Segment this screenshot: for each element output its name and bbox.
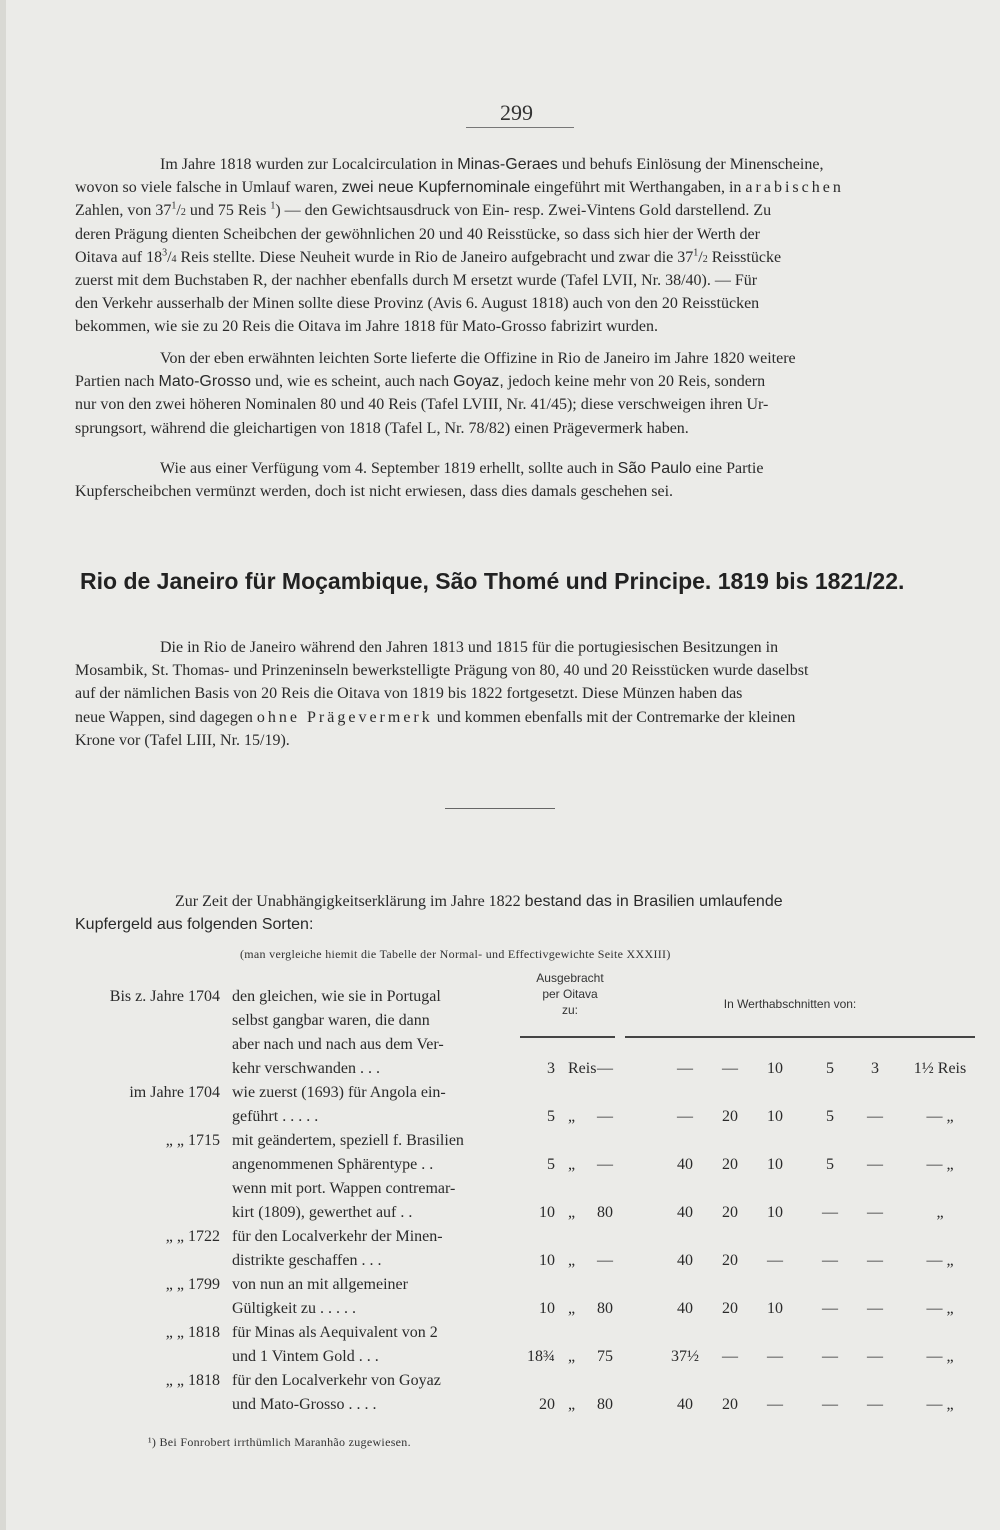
row-description: aber nach und nach aus dem Ver- <box>232 1036 444 1053</box>
text-line: neue Wappen, sind dagegen ohne Prägevermerk und kommen ebenfalls mit der Contremarke der kleinen <box>75 708 796 726</box>
text-line: zuerst mit dem Buchstaben R, der nachher ebenfalls durch M ersetzt wurde (Tafel LVII, Nr. 38/40). — Für <box>75 272 758 290</box>
row-date: „ „ 1818 <box>165 1372 220 1389</box>
row-denomination: — <box>722 1060 738 1077</box>
row-per-oitava: 3 <box>547 1060 555 1077</box>
text-line: Kupfergeld aus folgenden Sorten: <box>75 916 314 934</box>
row-unit: „ <box>568 1300 576 1317</box>
row-denomination: — <box>597 1252 613 1269</box>
row-description: angenommenen Sphärentype . . <box>232 1156 434 1173</box>
row-denomination: 20 <box>722 1204 738 1221</box>
row-denomination: 40 <box>677 1396 693 1413</box>
header-line: per Oitava <box>542 987 598 1001</box>
text-line: Zahlen, von $37^1/2$ und 75 Reis $^1$) — den Gewichtsausdruck von Ein- resp. Zwei-Vintens Gold darstellend. Zu <box>75 201 772 220</box>
row-date: Bis z. Jahre 1704 <box>109 988 220 1005</box>
row-date: „ „ 1799 <box>165 1276 220 1293</box>
header-line: zu: <box>561 1003 578 1017</box>
row-description: selbst gangbar waren, die dann <box>232 1012 430 1029</box>
row-denomination: 10 <box>767 1300 783 1317</box>
text-line: bekommen, wie sie zu 20 Reis die Oitava im Jahre 1818 für Mato-Grosso fabrizirt wurden. <box>75 318 658 336</box>
paragraph-unabhaengigkeit <box>75 890 975 936</box>
paragraph-minas-geraes <box>75 153 975 339</box>
row-denomination: 40 <box>677 1204 693 1221</box>
row-denomination: — <box>597 1108 613 1125</box>
row-description: Gültigkeit zu . . . . . <box>232 1300 356 1317</box>
row-denomination: — <box>722 1348 738 1365</box>
row-denomination: — <box>867 1204 883 1221</box>
row-description: für den Localverkehr von Goyaz <box>232 1372 441 1389</box>
row-description: mit geändertem, speziell f. Brasilien <box>232 1132 464 1149</box>
row-date: „ „ 1722 <box>165 1228 220 1245</box>
row-denomination: „ <box>936 1204 944 1221</box>
row-denomination: 20 <box>722 1396 738 1413</box>
column-header-werthabschnitte: In Werthabschnitten von: <box>723 997 857 1011</box>
text-line: Oitava auf $18^3/4$ Reis stellte. Diese Neuheit wurde in Rio de Janeiro aufgebracht und zwar die $37^1/2$ Reisstücke <box>75 247 782 266</box>
row-denomination: — <box>597 1156 613 1173</box>
footnote: ¹) Bei Fonrobert irrthümlich Maranhão zugewiesen. <box>148 1435 411 1449</box>
row-denomination: 20 <box>722 1108 738 1125</box>
row-denomination: — <box>867 1396 883 1413</box>
page-edge <box>0 0 6 1530</box>
row-denomination: — „ <box>926 1108 954 1125</box>
row-unit: „ <box>568 1348 576 1365</box>
row-date: „ „ 1715 <box>165 1132 220 1149</box>
row-denomination: 10 <box>767 1108 783 1125</box>
row-denomination: — <box>867 1348 883 1365</box>
header-line: Ausgebracht <box>536 971 604 985</box>
row-denomination: — „ <box>926 1348 954 1365</box>
row-denomination: 3 <box>871 1060 879 1077</box>
row-per-oitava: 10 <box>539 1204 555 1221</box>
row-denomination: 80 <box>597 1300 613 1317</box>
row-description: und 1 Vintem Gold . . . <box>232 1348 379 1365</box>
row-denomination: 10 <box>767 1156 783 1173</box>
row-description: von nun an mit allgemeiner <box>232 1276 408 1293</box>
row-denomination: — <box>867 1252 883 1269</box>
text-line: Wie aus einer Verfügung vom 4. September 1819 erhellt, sollte auch in São Paulo eine Partie <box>160 460 764 477</box>
page-number-rule <box>466 127 574 128</box>
text-line: Kupferscheibchen vermünzt werden, doch ist nicht erwiesen, dass dies damals geschehen sei. <box>75 483 674 501</box>
row-unit: „ <box>568 1252 576 1269</box>
row-unit: „ <box>568 1156 576 1173</box>
text-line: deren Prägung dienten Scheibchen der gewöhnlichen 20 und 40 Reisstücke, so dass sich hier der Werth der <box>75 225 760 243</box>
text-line: Die in Rio de Janeiro während den Jahren 1813 und 1815 für die portugiesischen Besitzungen in <box>160 639 779 656</box>
text-line: Mosambik, St. Thomas- und Prinzeninseln bewerkstelligte Prägung von 80, 40 und 20 Reisstücken wurde daselbst <box>75 662 809 680</box>
header-rule-right <box>625 1036 975 1038</box>
row-date: „ „ 1818 <box>165 1324 220 1341</box>
row-denomination: — <box>677 1060 693 1077</box>
row-denomination: 1½ Reis <box>913 1060 967 1077</box>
page-number: 299 <box>500 100 533 125</box>
row-denomination: 37½ <box>671 1348 699 1365</box>
section-heading: Rio de Janeiro für Moçambique, São Thomé und Principe. 1819 bis 1821/22. <box>80 568 905 594</box>
text-line: sprungsort, während die gleichartigen von 1818 (Tafel L, Nr. 78/82) einen Prägevermerk haben. <box>75 419 689 437</box>
row-unit: „ <box>568 1108 576 1125</box>
row-unit: Reis <box>568 1060 597 1077</box>
paragraph-offizine <box>75 347 975 440</box>
row-denomination: — <box>597 1060 613 1077</box>
text-line: Zur Zeit der Unabhängigkeitserklärung im Jahre 1822 bestand das in Brasilien umlaufende <box>175 893 783 910</box>
row-per-oitava: 10 <box>539 1252 555 1269</box>
row-denomination: 80 <box>597 1396 613 1413</box>
row-denomination: — „ <box>926 1252 954 1269</box>
row-denomination: 40 <box>677 1252 693 1269</box>
row-denomination: — <box>867 1300 883 1317</box>
row-denomination: — <box>677 1108 693 1125</box>
row-denomination: 10 <box>767 1204 783 1221</box>
row-per-oitava: 18¾ <box>527 1348 555 1365</box>
row-denomination: 5 <box>826 1108 834 1125</box>
row-description: wenn mit port. Wappen contremar- <box>232 1180 456 1197</box>
table-note: (man vergleiche hiemit die Tabelle der Normal- und Effectivgewichte Seite XXXIII) <box>240 947 671 961</box>
row-description: für Minas als Aequivalent von 2 <box>232 1324 438 1341</box>
row-unit: „ <box>568 1396 576 1413</box>
row-denomination: — <box>767 1252 783 1269</box>
row-denomination: 20 <box>722 1156 738 1173</box>
row-denomination: 40 <box>677 1300 693 1317</box>
text-line: Partien nach Mato-Grosso und, wie es scheint, auch nach Goyaz, jedoch keine mehr von 20 Reis, sondern <box>75 373 766 391</box>
row-per-oitava: 5 <box>547 1108 555 1125</box>
section-divider <box>445 808 555 809</box>
row-denomination: — <box>822 1252 838 1269</box>
row-denomination: — „ <box>926 1396 954 1413</box>
row-description: distrikte geschaffen . . . <box>232 1252 382 1269</box>
row-per-oitava: 10 <box>539 1300 555 1317</box>
text-line: den Verkehr ausserhalb der Minen sollte diese Provinz (Avis 6. August 1818) auch von den 20 Reisstücken <box>75 295 760 313</box>
row-description: geführt . . . . . <box>232 1108 319 1125</box>
row-description: für den Localverkehr der Minen- <box>232 1228 443 1245</box>
row-per-oitava: 5 <box>547 1156 555 1173</box>
row-denomination: 5 <box>826 1156 834 1173</box>
row-description: den gleichen, wie sie in Portugal <box>232 988 441 1005</box>
row-denomination: 40 <box>677 1156 693 1173</box>
row-denomination: — <box>822 1396 838 1413</box>
row-denomination: 5 <box>826 1060 834 1077</box>
row-denomination: 20 <box>722 1252 738 1269</box>
row-denomination: 80 <box>597 1204 613 1221</box>
row-denomination: — <box>822 1348 838 1365</box>
row-description: wie zuerst (1693) für Angola ein- <box>232 1084 446 1101</box>
row-denomination: 10 <box>767 1060 783 1077</box>
row-denomination: — <box>867 1156 883 1173</box>
text-line: Von der eben erwähnten leichten Sorte lieferte die Offizine in Rio de Janeiro im Jahre 1820 weitere <box>160 350 796 367</box>
row-denomination: 20 <box>722 1300 738 1317</box>
row-denomination: — <box>767 1396 783 1413</box>
row-denomination: — <box>767 1348 783 1365</box>
text-line: auf der nämlichen Basis von 20 Reis die Oitava von 1819 bis 1822 fortgesetzt. Diese Münzen haben das <box>75 685 743 703</box>
row-description: kehr verschwanden . . . <box>232 1060 380 1077</box>
row-denomination: — <box>867 1108 883 1125</box>
header-rule-left <box>520 1036 615 1038</box>
row-description: kirt (1809), gewerthet auf . . <box>232 1204 413 1221</box>
row-description: und Mato-Grosso . . . . <box>232 1396 377 1413</box>
row-denomination: — „ <box>926 1300 954 1317</box>
text-line: wovon so viele falsche in Umlauf waren, zwei neue Kupfernominale eingeführt mit Werthangaben, in arabischen <box>75 179 844 197</box>
row-denomination: — <box>822 1300 838 1317</box>
row-unit: „ <box>568 1204 576 1221</box>
text-line: Krone vor (Tafel LIII, Nr. 15/19). <box>75 731 290 749</box>
column-header-ausgebracht <box>515 970 625 1018</box>
text-line: Im Jahre 1818 wurden zur Localcirculation in Minas-Geraes und behufs Einlösung der Minenscheine, <box>160 156 824 173</box>
text-line: nur von den zwei höheren Nominalen 80 und 40 Reis (Tafel LVIII, Nr. 41/45); diese verschweigen ihren Ur- <box>75 396 769 414</box>
paragraph-mocambique <box>75 636 975 752</box>
paragraph-sao-paulo <box>75 457 975 503</box>
row-per-oitava: 20 <box>539 1396 555 1413</box>
row-denomination: — <box>822 1204 838 1221</box>
row-date: im Jahre 1704 <box>129 1084 220 1101</box>
row-denomination: — „ <box>926 1156 954 1173</box>
row-denomination: 75 <box>597 1348 613 1365</box>
